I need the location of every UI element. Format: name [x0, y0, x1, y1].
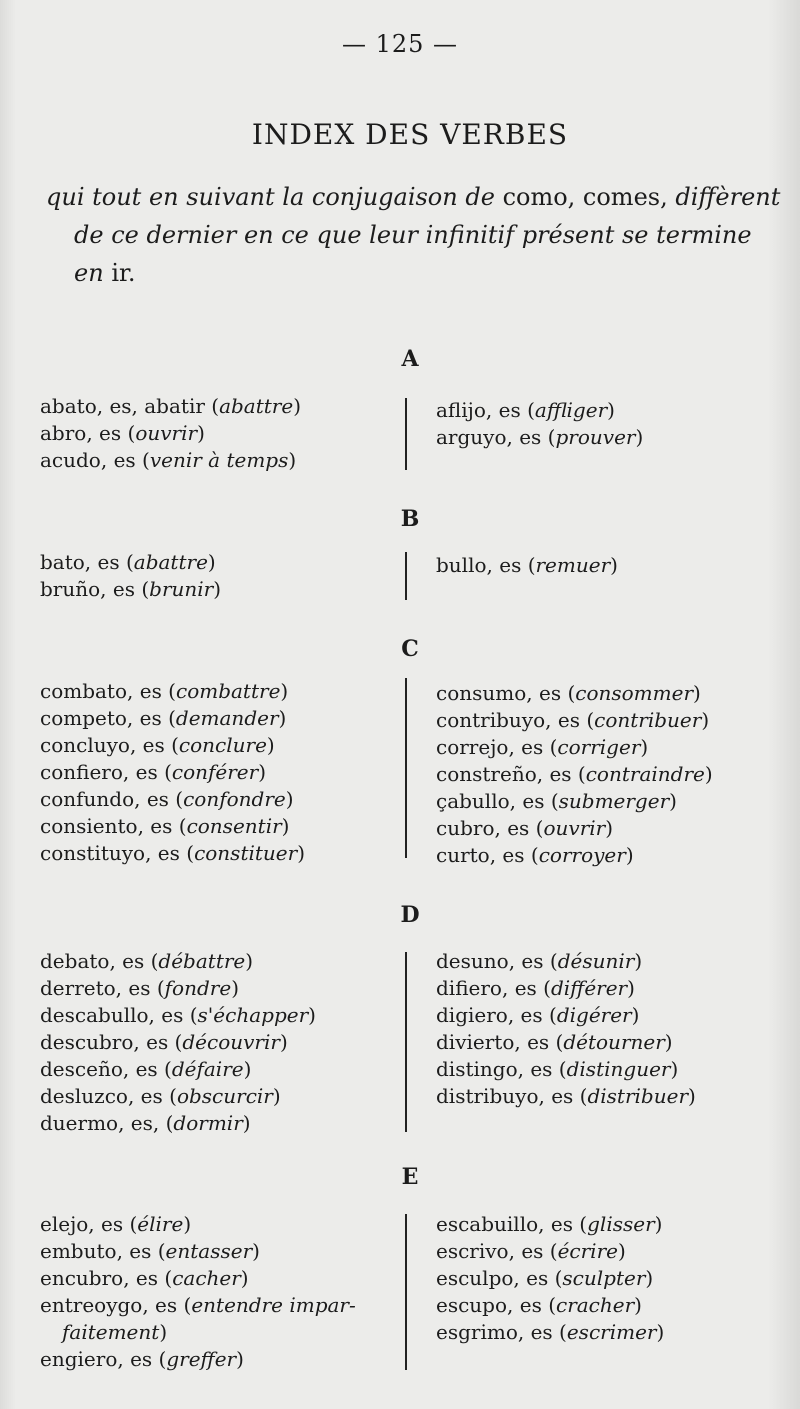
verb-entry: [436, 734, 713, 761]
verb-form: distingo, es (: [436, 1057, 567, 1081]
french-gloss: cracher: [556, 1293, 635, 1317]
verb-form: cubro, es (: [436, 816, 544, 840]
french-gloss: s'échapper: [197, 1003, 309, 1027]
intro-text: qui tout en suivant la conjugaison de: [46, 183, 495, 211]
column-divider: [405, 678, 407, 858]
gloss-close-paren: ): [308, 1003, 316, 1027]
gloss-close-paren: ): [279, 1030, 288, 1054]
verb-form: curto, es (: [436, 843, 539, 867]
gloss-close-paren: ): [664, 1030, 673, 1054]
french-gloss: élire: [137, 1212, 184, 1236]
gloss-close-paren: ): [213, 577, 222, 601]
section-d-left-column: [40, 948, 316, 1137]
verb-form: abro, es (: [40, 421, 136, 445]
gloss-continuation: [40, 1319, 356, 1346]
verb-form: esgrimo, es (: [436, 1320, 567, 1344]
french-gloss: brunir: [149, 577, 214, 601]
gloss-close-paren: ): [258, 760, 267, 784]
verb-form: constreño, es (: [436, 762, 586, 786]
gloss-close-paren: ): [627, 976, 635, 1000]
gloss-close-paren: ): [159, 1320, 168, 1344]
verb-entry: [40, 840, 305, 867]
verb-entry: [436, 1029, 696, 1056]
french-gloss: remuer: [535, 553, 611, 577]
verb-entry: [436, 975, 696, 1002]
verb-form: divierto, es (: [436, 1030, 564, 1054]
verb-entry: [436, 707, 713, 734]
intro-text-end: diffèrent: [675, 183, 781, 211]
section-letter-d: D: [400, 902, 420, 928]
french-gloss: ouvrir: [135, 421, 198, 445]
verb-entry: [40, 975, 316, 1002]
verb-form: entreoygo, es (: [40, 1293, 192, 1317]
intro-line-2: de ce dernier en ce que leur infinitif présent se termine: [74, 221, 752, 249]
gloss-close-paren: ): [245, 949, 254, 973]
verb-form: çabullo, es (: [436, 789, 559, 813]
verb-entry: [436, 680, 713, 707]
french-gloss: distribuer: [587, 1084, 689, 1108]
french-gloss: consentir: [186, 814, 282, 838]
verb-entry: [40, 1110, 316, 1137]
verb-entry: [436, 1265, 664, 1292]
gloss-close-paren: ): [669, 789, 677, 813]
verb-form: aflijo, es (: [436, 398, 535, 422]
verb-form: confundo, es (: [40, 787, 184, 811]
verb-entry: [40, 813, 305, 840]
verb-entry: [436, 788, 713, 815]
column-divider: [405, 552, 407, 600]
gloss-close-paren: ): [693, 681, 701, 705]
gloss-close-paren: ): [240, 1266, 249, 1290]
gloss-close-paren: ): [272, 1084, 281, 1108]
french-gloss: corroyer: [538, 843, 626, 867]
verb-entry: [40, 705, 305, 732]
french-gloss: écrire: [557, 1239, 618, 1263]
verb-entry: [40, 1211, 356, 1238]
verb-entry: [40, 1292, 356, 1319]
verb-form: arguyo, es (: [436, 425, 556, 449]
verb-form: concluyo, es (: [40, 733, 179, 757]
gloss-close-paren: ): [654, 1212, 663, 1236]
verb-form: difiero, es (: [436, 976, 551, 1000]
french-gloss: débattre: [158, 949, 246, 973]
verb-entry: [40, 759, 305, 786]
page-title: INDEX DES VERBES: [251, 118, 569, 151]
verb-form: escupo, es (: [436, 1293, 556, 1317]
intro-line-3-italic: en: [74, 259, 104, 287]
intro-paragraph: [46, 178, 781, 292]
gloss-close-paren: ): [231, 976, 239, 1000]
verb-form: contribuyo, es (: [436, 708, 595, 732]
french-gloss: ouvrir: [543, 816, 606, 840]
french-gloss: escrimer: [566, 1320, 657, 1344]
verb-entry: [40, 447, 301, 474]
verb-entry: [436, 1083, 696, 1110]
verb-form: derreto, es (: [40, 976, 165, 1000]
gloss-close-paren: ): [704, 762, 713, 786]
french-gloss: détourner: [563, 1030, 665, 1054]
french-gloss: dormir: [173, 1111, 243, 1135]
gloss-close-paren: ): [207, 550, 216, 574]
verb-entry: [436, 815, 713, 842]
section-letter-b: B: [400, 506, 420, 532]
french-gloss: combattre: [176, 679, 281, 703]
verb-entry: [40, 393, 301, 420]
verb-form: embuto, es (: [40, 1239, 166, 1263]
verb-form: constituyo, es (: [40, 841, 195, 865]
verb-entry: [436, 948, 696, 975]
verb-form: bullo, es (: [436, 553, 536, 577]
french-gloss: différer: [550, 976, 628, 1000]
gloss-close-paren: ): [701, 708, 710, 732]
verb-entry: [40, 420, 301, 447]
section-d-right-column: [436, 948, 696, 1110]
french-gloss: prouver: [555, 425, 636, 449]
gloss-close-paren: ): [625, 843, 634, 867]
verb-entry: [436, 552, 618, 579]
gloss-close-paren: ): [243, 1057, 252, 1081]
verb-form: competo, es (: [40, 706, 176, 730]
french-gloss: submerger: [558, 789, 670, 813]
gloss-close-paren: ): [242, 1111, 251, 1135]
gloss-close-paren: ): [236, 1347, 244, 1371]
french-gloss: découvrir: [182, 1030, 280, 1054]
intro-line-3: [46, 254, 781, 292]
gloss-close-paren: ): [197, 421, 205, 445]
gloss-close-paren: ): [670, 1057, 679, 1081]
french-gloss: abattre: [219, 394, 294, 418]
verb-form: desuno, es (: [436, 949, 558, 973]
french-gloss: obscurcir: [176, 1084, 273, 1108]
verb-entry: [40, 1002, 316, 1029]
verb-entry: [436, 397, 643, 424]
verb-entry: [436, 424, 643, 451]
french-gloss: distinguer: [566, 1057, 671, 1081]
verb-form: elejo, es (: [40, 1212, 138, 1236]
french-gloss: greffer: [166, 1347, 237, 1371]
section-letter-a: A: [401, 346, 419, 372]
gloss-close-paren: ): [605, 816, 614, 840]
french-gloss: conférer: [171, 760, 259, 784]
verb-form: bato, es (: [40, 550, 134, 574]
verb-entry: [436, 1292, 664, 1319]
gloss-close-paren: ): [634, 1293, 642, 1317]
gloss-close-paren: ): [281, 814, 290, 838]
verb-entry: [40, 1238, 356, 1265]
gloss-close-paren: ): [688, 1084, 696, 1108]
verb-form: combato, es (: [40, 679, 176, 703]
french-gloss: affliger: [534, 398, 608, 422]
verb-entry: [40, 948, 316, 975]
verb-entry: [436, 1319, 664, 1346]
french-gloss: digérer: [556, 1003, 632, 1027]
french-gloss: contribuer: [594, 708, 702, 732]
verb-entry: [40, 549, 221, 576]
intro-roman-text: como, comes,: [502, 183, 668, 211]
verb-entry: [40, 678, 305, 705]
french-gloss: entasser: [165, 1239, 253, 1263]
section-b-right-column: [436, 552, 618, 579]
page-number: — 125 —: [341, 30, 459, 58]
french-gloss: entendre impar-: [191, 1293, 356, 1317]
gloss-close-paren: ): [631, 1003, 640, 1027]
french-gloss: demander: [175, 706, 279, 730]
gloss-close-paren: ): [293, 394, 301, 418]
gloss-close-paren: ): [288, 448, 297, 472]
french-gloss: conclure: [178, 733, 267, 757]
verb-entry: [40, 1346, 356, 1373]
verb-form: abato, es, abatir (: [40, 394, 220, 418]
verb-entry: [40, 1029, 316, 1056]
gloss-close-paren: ): [656, 1320, 665, 1344]
gloss-close-paren: ): [266, 733, 275, 757]
section-letter-c: C: [401, 636, 419, 662]
verb-form: esculpo, es (: [436, 1266, 563, 1290]
french-gloss: confondre: [183, 787, 286, 811]
verb-entry: [436, 761, 713, 788]
section-a-left-column: [40, 393, 301, 474]
column-divider: [405, 952, 407, 1132]
gloss-close-paren: ): [607, 398, 615, 422]
gloss-close-paren: ): [610, 553, 618, 577]
verb-form: encubro, es (: [40, 1266, 173, 1290]
section-b-left-column: [40, 549, 221, 603]
verb-form: distribuyo, es (: [436, 1084, 588, 1108]
verb-form: escrivo, es (: [436, 1239, 558, 1263]
gloss-close-paren: ): [285, 787, 294, 811]
verb-form: descubro, es (: [40, 1030, 183, 1054]
gloss-close-paren: ): [635, 425, 644, 449]
french-gloss: abattre: [133, 550, 208, 574]
gloss-close-paren: ): [280, 679, 289, 703]
section-c-right-column: [436, 680, 713, 869]
verb-entry: [40, 1083, 316, 1110]
gloss-close-paren: ): [640, 735, 649, 759]
verb-entry: [40, 576, 221, 603]
french-gloss: venir à temps: [149, 448, 289, 472]
verb-form: engiero, es (: [40, 1347, 167, 1371]
gloss-close-paren: ): [645, 1266, 654, 1290]
section-c-left-column: [40, 678, 305, 867]
gloss-close-paren: ): [297, 841, 306, 865]
french-gloss: fondre: [164, 976, 232, 1000]
french-gloss: consommer: [575, 681, 694, 705]
verb-entry: [436, 1238, 664, 1265]
verb-form: desluzco, es (: [40, 1084, 177, 1108]
verb-form: debato, es (: [40, 949, 159, 973]
verb-form: desceño, es (: [40, 1057, 172, 1081]
section-e-left-column: [40, 1211, 356, 1373]
french-gloss: corriger: [557, 735, 641, 759]
verb-form: consumo, es (: [436, 681, 576, 705]
column-divider: [405, 398, 407, 470]
french-gloss: cacher: [172, 1266, 241, 1290]
french-gloss: défaire: [171, 1057, 244, 1081]
verb-form: descabullo, es (: [40, 1003, 198, 1027]
french-gloss: contraindre: [585, 762, 705, 786]
column-divider: [405, 1214, 407, 1370]
verb-form: acudo, es (: [40, 448, 150, 472]
verb-entry: [436, 1002, 696, 1029]
section-e-right-column: [436, 1211, 664, 1346]
verb-entry: [40, 1265, 356, 1292]
verb-form: escabuillo, es (: [436, 1212, 588, 1236]
verb-form: duermo, es, (: [40, 1111, 174, 1135]
french-gloss: sculpter: [562, 1266, 646, 1290]
section-letter-e: E: [401, 1164, 419, 1190]
gloss-close-paren: ): [617, 1239, 626, 1263]
gloss-close-paren: ): [252, 1239, 260, 1263]
verb-entry: [40, 1056, 316, 1083]
french-gloss: constituer: [194, 841, 298, 865]
verb-form: consiento, es (: [40, 814, 187, 838]
french-gloss: glisser: [587, 1212, 655, 1236]
verb-entry: [436, 1211, 664, 1238]
french-gloss: désunir: [557, 949, 635, 973]
verb-entry: [436, 1056, 696, 1083]
intro-line-3-roman: ir.: [111, 259, 136, 287]
verb-form: bruño, es (: [40, 577, 150, 601]
verb-form: digiero, es (: [436, 1003, 557, 1027]
gloss-close-paren: ): [634, 949, 643, 973]
verb-entry: [40, 732, 305, 759]
verb-form: confiero, es (: [40, 760, 172, 784]
gloss-continuation-text: faitement: [62, 1320, 160, 1344]
gloss-close-paren: ): [183, 1212, 192, 1236]
section-a-right-column: [436, 397, 643, 451]
verb-entry: [40, 786, 305, 813]
verb-entry: [436, 842, 713, 869]
gloss-close-paren: ): [278, 706, 287, 730]
verb-form: correjo, es (: [436, 735, 558, 759]
